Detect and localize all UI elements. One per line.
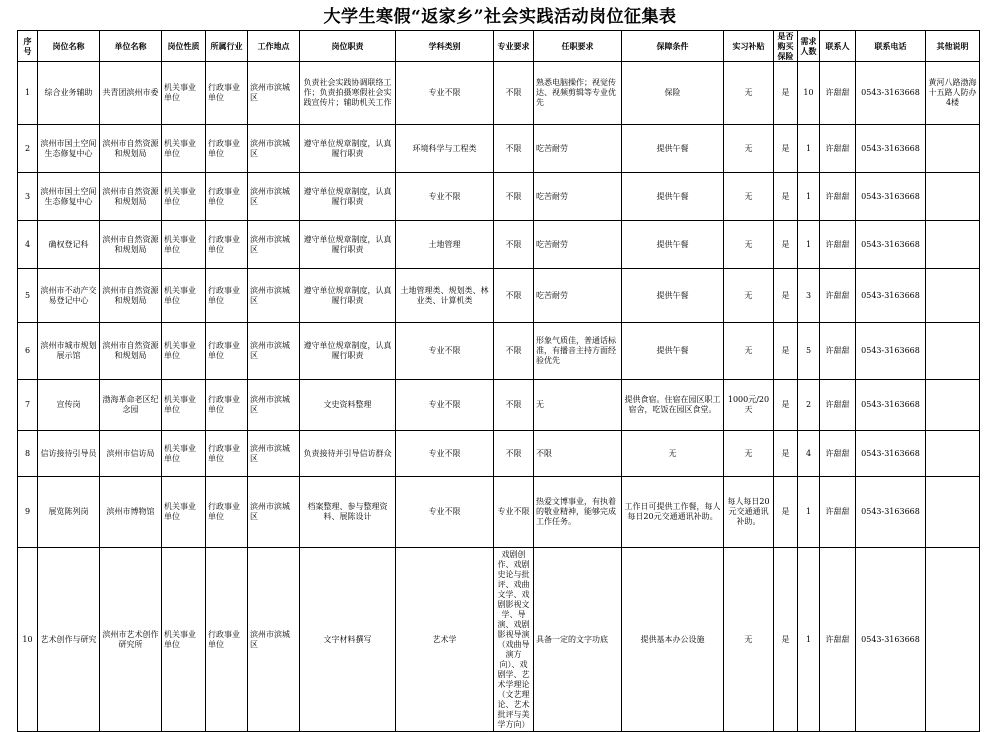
header-cell: 联系电话 xyxy=(856,31,926,62)
header-cell: 专业要求 xyxy=(494,31,534,62)
cell-post: 滨州市不动产交易登记中心 xyxy=(38,269,100,323)
cell-subsidy: 无 xyxy=(724,173,774,221)
cell-other xyxy=(926,125,980,173)
cell-no: 5 xyxy=(18,269,38,323)
cell-other xyxy=(926,477,980,548)
cell-post: 展览陈列岗 xyxy=(38,477,100,548)
cell-insurance: 是 xyxy=(774,125,798,173)
cell-no: 1 xyxy=(18,62,38,125)
cell-requirement: 吃苦耐劳 xyxy=(534,125,622,173)
cell-no: 8 xyxy=(18,431,38,477)
cell-nature: 机关事业单位 xyxy=(162,548,206,732)
cell-insurance: 是 xyxy=(774,221,798,269)
cell-unit: 滨州市自然资源和规划局 xyxy=(100,173,162,221)
table-row xyxy=(18,125,980,173)
cell-discipline: 专业不限 xyxy=(396,431,494,477)
cell-post: 信访接待引导员 xyxy=(38,431,100,477)
cell-nature: 机关事业单位 xyxy=(162,431,206,477)
cell-nature: 机关事业单位 xyxy=(162,173,206,221)
cell-insurance: 是 xyxy=(774,323,798,380)
header-cell: 其他说明 xyxy=(926,31,980,62)
cell-duty: 档案整理、参与整理资料、展陈设计 xyxy=(300,477,396,548)
cell-discipline: 艺术学 xyxy=(396,548,494,732)
cell-other xyxy=(926,221,980,269)
cell-other: 黄河八路渤海十五路人防办4楼 xyxy=(926,62,980,125)
cell-post: 确权登记科 xyxy=(38,221,100,269)
cell-requirement: 形象气质佳，普通话标准，有播音主持方面经验优先 xyxy=(534,323,622,380)
cell-nature: 机关事业单位 xyxy=(162,477,206,548)
cell-discipline: 专业不限 xyxy=(396,323,494,380)
cell-location: 滨州市滨城区 xyxy=(248,62,300,125)
cell-post: 滨州市城市规划展示馆 xyxy=(38,323,100,380)
header-cell: 是否购买保险 xyxy=(774,31,798,62)
cell-subsidy: 无 xyxy=(724,125,774,173)
table-title: 大学生寒假“返家乡”社会实践活动岗位征集表 xyxy=(323,7,677,27)
header-cell: 工作地点 xyxy=(248,31,300,62)
cell-post: 滨州市国土空间生态修复中心 xyxy=(38,173,100,221)
cell-count: 1 xyxy=(798,221,820,269)
cell-major: 不限 xyxy=(494,173,534,221)
cell-discipline: 土地管理类、规划类、林业类、计算机类 xyxy=(396,269,494,323)
cell-duty: 负责社会实践协调联络工作；负责拍摄寒假社会实践宣传片；辅助机关工作 xyxy=(300,62,396,125)
cell-guarantee: 无 xyxy=(622,431,724,477)
cell-phone: 0543-3163668 xyxy=(856,431,926,477)
cell-industry: 行政事业单位 xyxy=(206,269,248,323)
cell-other xyxy=(926,323,980,380)
cell-contact: 许甜甜 xyxy=(820,269,856,323)
cell-phone: 0543-3163668 xyxy=(856,221,926,269)
table-row xyxy=(18,221,980,269)
table-row xyxy=(18,269,980,323)
cell-requirement: 吃苦耐劳 xyxy=(534,269,622,323)
table-body xyxy=(18,62,980,732)
cell-requirement: 具备一定的文字功底 xyxy=(534,548,622,732)
cell-subsidy: 每人每日20元交通通讯补助。 xyxy=(724,477,774,548)
cell-unit: 滨州市自然资源和规划局 xyxy=(100,125,162,173)
cell-count: 2 xyxy=(798,380,820,431)
cell-insurance: 是 xyxy=(774,269,798,323)
cell-location: 滨州市滨城区 xyxy=(248,380,300,431)
cell-contact: 许甜甜 xyxy=(820,62,856,125)
cell-phone: 0543-3163668 xyxy=(856,323,926,380)
cell-major: 不限 xyxy=(494,380,534,431)
cell-other xyxy=(926,173,980,221)
cell-unit: 滨州市自然资源和规划局 xyxy=(100,221,162,269)
table-row xyxy=(18,323,980,380)
cell-other xyxy=(926,269,980,323)
cell-major: 不限 xyxy=(494,221,534,269)
cell-subsidy: 无 xyxy=(724,323,774,380)
cell-post: 艺术创作与研究 xyxy=(38,548,100,732)
cell-contact: 许甜甜 xyxy=(820,477,856,548)
cell-requirement: 熟悉电脑操作；视觉传达、视频剪辑等专业优先 xyxy=(534,62,622,125)
cell-major: 不限 xyxy=(494,125,534,173)
table-row xyxy=(18,380,980,431)
cell-industry: 行政事业单位 xyxy=(206,62,248,125)
header-cell: 学科类别 xyxy=(396,31,494,62)
cell-guarantee: 工作日可提供工作餐，每人每日20元交通通讯补助。 xyxy=(622,477,724,548)
cell-major: 戏剧创作、戏剧史论与批评、戏曲文学、戏剧影视文学、导演、戏剧影视导演（戏曲导演方向）、戏剧学、艺术学理论（文艺理论、艺术批评与美学方向） xyxy=(494,548,534,732)
cell-count: 5 xyxy=(798,323,820,380)
cell-subsidy: 1000元/20天 xyxy=(724,380,774,431)
cell-discipline: 专业不限 xyxy=(396,62,494,125)
header-row xyxy=(18,31,980,62)
cell-phone: 0543-3163668 xyxy=(856,269,926,323)
cell-no: 10 xyxy=(18,548,38,732)
cell-unit: 滨州市自然资源和规划局 xyxy=(100,269,162,323)
cell-duty: 文字材料撰写 xyxy=(300,548,396,732)
cell-phone: 0543-3163668 xyxy=(856,125,926,173)
cell-guarantee: 提供基本办公设施 xyxy=(622,548,724,732)
cell-insurance: 是 xyxy=(774,548,798,732)
cell-no: 6 xyxy=(18,323,38,380)
cell-major: 专业不限 xyxy=(494,477,534,548)
header-cell: 岗位名称 xyxy=(38,31,100,62)
cell-industry: 行政事业单位 xyxy=(206,431,248,477)
cell-discipline: 专业不限 xyxy=(396,380,494,431)
cell-requirement: 热爱文博事业，有执着的敬业精神，能够完成工作任务。 xyxy=(534,477,622,548)
header-cell: 需求人数 xyxy=(798,31,820,62)
cell-count: 3 xyxy=(798,269,820,323)
cell-count: 1 xyxy=(798,125,820,173)
header-cell: 岗位性质 xyxy=(162,31,206,62)
cell-count: 1 xyxy=(798,173,820,221)
cell-location: 滨州市滨城区 xyxy=(248,548,300,732)
table-row xyxy=(18,431,980,477)
header-cell: 单位名称 xyxy=(100,31,162,62)
cell-location: 滨州市滨城区 xyxy=(248,269,300,323)
cell-other xyxy=(926,431,980,477)
cell-industry: 行政事业单位 xyxy=(206,380,248,431)
cell-duty: 文史资料整理 xyxy=(300,380,396,431)
cell-location: 滨州市滨城区 xyxy=(248,431,300,477)
cell-contact: 许甜甜 xyxy=(820,323,856,380)
cell-location: 滨州市滨城区 xyxy=(248,221,300,269)
cell-guarantee: 提供午餐 xyxy=(622,269,724,323)
cell-insurance: 是 xyxy=(774,173,798,221)
cell-requirement: 无 xyxy=(534,380,622,431)
cell-discipline: 环境科学与工程类 xyxy=(396,125,494,173)
cell-nature: 机关事业单位 xyxy=(162,125,206,173)
cell-industry: 行政事业单位 xyxy=(206,125,248,173)
cell-subsidy: 无 xyxy=(724,62,774,125)
cell-duty: 遵守单位规章制度，认真履行职责 xyxy=(300,221,396,269)
cell-unit: 滨州市自然资源和规划局 xyxy=(100,323,162,380)
cell-unit: 滨州市艺术创作研究所 xyxy=(100,548,162,732)
cell-nature: 机关事业单位 xyxy=(162,269,206,323)
cell-phone: 0543-3163668 xyxy=(856,548,926,732)
cell-unit: 共青团滨州市委 xyxy=(100,62,162,125)
cell-duty: 遵守单位规章制度，认真履行职责 xyxy=(300,173,396,221)
cell-location: 滨州市滨城区 xyxy=(248,173,300,221)
cell-duty: 遵守单位规章制度，认真履行职责 xyxy=(300,323,396,380)
cell-industry: 行政事业单位 xyxy=(206,477,248,548)
cell-requirement: 不限 xyxy=(534,431,622,477)
cell-nature: 机关事业单位 xyxy=(162,221,206,269)
table-row xyxy=(18,173,980,221)
cell-unit: 滨州市信访局 xyxy=(100,431,162,477)
cell-insurance: 是 xyxy=(774,380,798,431)
cell-insurance: 是 xyxy=(774,477,798,548)
cell-contact: 许甜甜 xyxy=(820,548,856,732)
cell-duty: 遵守单位规章制度，认真履行职责 xyxy=(300,269,396,323)
cell-industry: 行政事业单位 xyxy=(206,173,248,221)
cell-count: 1 xyxy=(798,548,820,732)
cell-major: 不限 xyxy=(494,62,534,125)
cell-duty: 遵守单位规章制度，认真履行职责 xyxy=(300,125,396,173)
cell-insurance: 是 xyxy=(774,431,798,477)
cell-industry: 行政事业单位 xyxy=(206,323,248,380)
cell-requirement: 吃苦耐劳 xyxy=(534,173,622,221)
cell-major: 不限 xyxy=(494,323,534,380)
header-cell: 所属行业 xyxy=(206,31,248,62)
cell-guarantee: 提供午餐 xyxy=(622,173,724,221)
cell-unit: 滨州市博物馆 xyxy=(100,477,162,548)
header-cell: 序号 xyxy=(18,31,38,62)
cell-phone: 0543-3163668 xyxy=(856,477,926,548)
cell-contact: 许甜甜 xyxy=(820,431,856,477)
cell-guarantee: 提供午餐 xyxy=(622,125,724,173)
header-cell: 保障条件 xyxy=(622,31,724,62)
cell-unit: 渤海革命老区纪念园 xyxy=(100,380,162,431)
table-row xyxy=(18,548,980,732)
cell-phone: 0543-3163668 xyxy=(856,173,926,221)
cell-discipline: 专业不限 xyxy=(396,173,494,221)
cell-other xyxy=(926,380,980,431)
cell-duty: 负责接待并引导信访群众 xyxy=(300,431,396,477)
cell-other xyxy=(926,548,980,732)
header-cell: 岗位职责 xyxy=(300,31,396,62)
cell-subsidy: 无 xyxy=(724,269,774,323)
cell-subsidy: 无 xyxy=(724,431,774,477)
cell-discipline: 土地管理 xyxy=(396,221,494,269)
recruitment-table xyxy=(17,30,980,732)
cell-post: 宣传岗 xyxy=(38,380,100,431)
cell-nature: 机关事业单位 xyxy=(162,323,206,380)
cell-contact: 许甜甜 xyxy=(820,380,856,431)
cell-count: 1 xyxy=(798,477,820,548)
cell-post: 综合业务辅助 xyxy=(38,62,100,125)
cell-contact: 许甜甜 xyxy=(820,173,856,221)
cell-nature: 机关事业单位 xyxy=(162,62,206,125)
cell-location: 滨州市滨城区 xyxy=(248,323,300,380)
cell-guarantee: 提供食宿。住宿在园区职工宿舍，吃饭在园区食堂。 xyxy=(622,380,724,431)
cell-guarantee: 提供午餐 xyxy=(622,323,724,380)
cell-requirement: 吃苦耐劳 xyxy=(534,221,622,269)
cell-guarantee: 提供午餐 xyxy=(622,221,724,269)
header-cell: 实习补贴 xyxy=(724,31,774,62)
cell-nature: 机关事业单位 xyxy=(162,380,206,431)
cell-no: 2 xyxy=(18,125,38,173)
cell-no: 9 xyxy=(18,477,38,548)
cell-no: 4 xyxy=(18,221,38,269)
header-cell: 联系人 xyxy=(820,31,856,62)
cell-no: 3 xyxy=(18,173,38,221)
cell-location: 滨州市滨城区 xyxy=(248,125,300,173)
cell-major: 不限 xyxy=(494,431,534,477)
cell-no: 7 xyxy=(18,380,38,431)
cell-industry: 行政事业单位 xyxy=(206,221,248,269)
table-row xyxy=(18,62,980,125)
table-row xyxy=(18,477,980,548)
header-cell: 任职要求 xyxy=(534,31,622,62)
cell-count: 10 xyxy=(798,62,820,125)
cell-contact: 许甜甜 xyxy=(820,125,856,173)
cell-industry: 行政事业单位 xyxy=(206,548,248,732)
cell-insurance: 是 xyxy=(774,62,798,125)
cell-phone: 0543-3163668 xyxy=(856,62,926,125)
cell-location: 滨州市滨城区 xyxy=(248,477,300,548)
cell-post: 滨州市国土空间生态修复中心 xyxy=(38,125,100,173)
cell-guarantee: 保险 xyxy=(622,62,724,125)
cell-discipline: 专业不限 xyxy=(396,477,494,548)
cell-major: 不限 xyxy=(494,269,534,323)
cell-count: 4 xyxy=(798,431,820,477)
cell-subsidy: 无 xyxy=(724,548,774,732)
cell-phone: 0543-3163668 xyxy=(856,380,926,431)
cell-contact: 许甜甜 xyxy=(820,221,856,269)
cell-subsidy: 无 xyxy=(724,221,774,269)
